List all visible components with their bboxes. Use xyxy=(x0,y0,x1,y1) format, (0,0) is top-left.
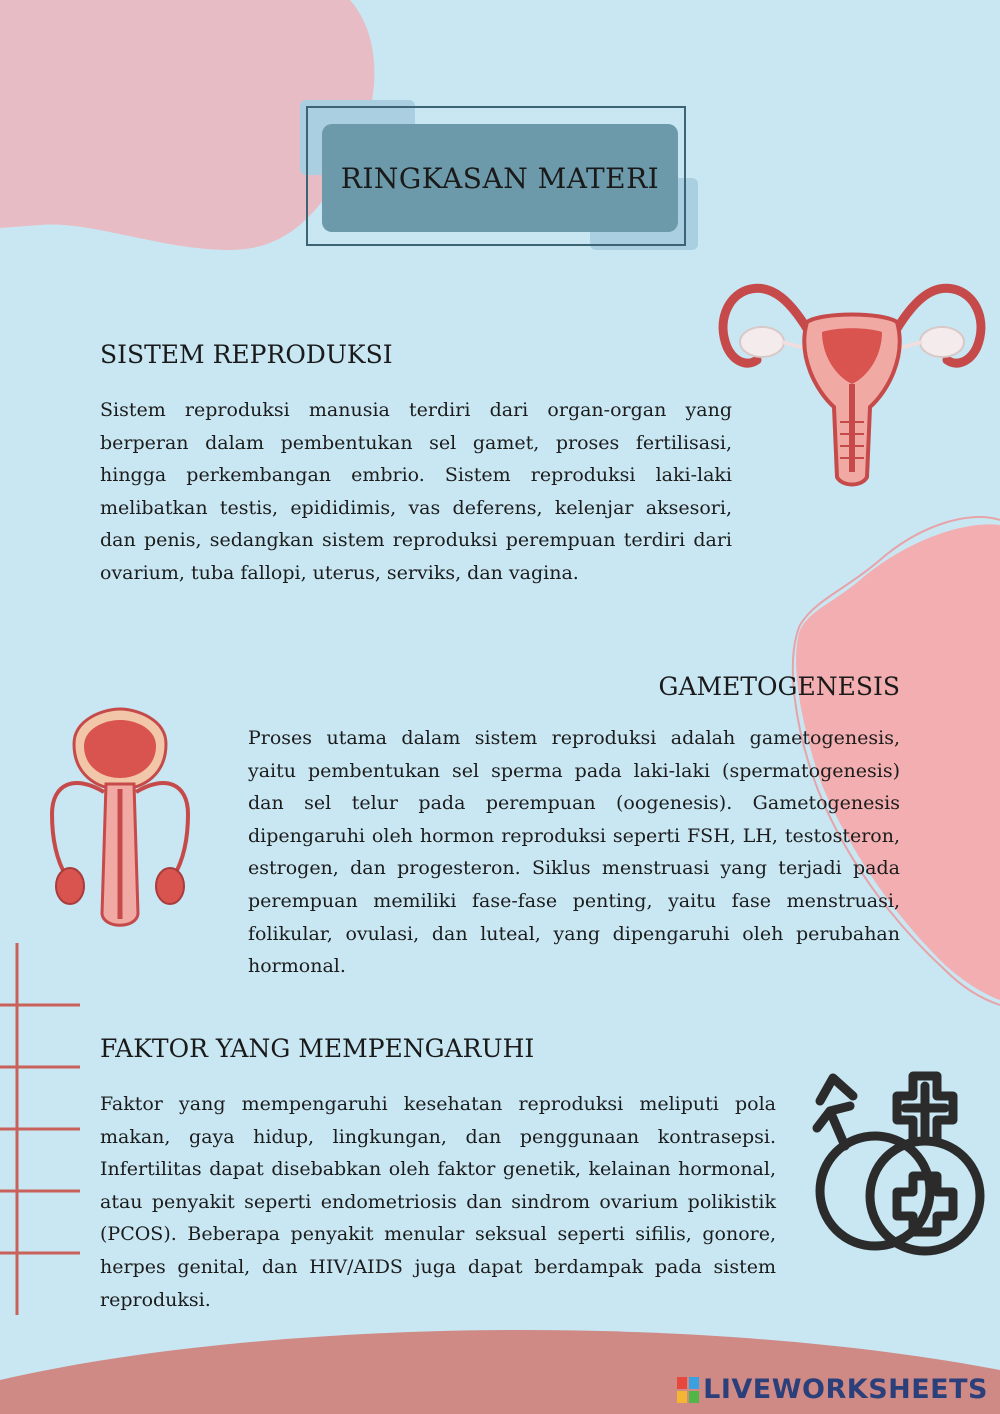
section-body-faktor: Faktor yang mempengaruhi kesehatan reproduksi meliputi pola makan, gaya hidup, lingkungan, dan penggunaan kontrasepsi. Infertilitas dapat disebabkan oleh faktor genetik, kelainan hormonal, atau penyakit seperti endometriosis dan sindrom ovarium polikistik (PCOS). Beberapa penyakit menular seksual seperti sifilis, gonore, herpes genital, dan HIV/AIDS juga dapat berdampak pada sistem reproduksi. xyxy=(100,1093,776,1311)
section-heading-faktor: FAKTOR YANG MEMPENGARUHI xyxy=(100,1034,535,1063)
male-reproductive-organ-icon xyxy=(44,704,196,934)
female-reproductive-organ-icon xyxy=(712,262,992,490)
title-box xyxy=(322,124,678,232)
ruler-lines-icon xyxy=(0,943,80,1315)
section-body-sistem-reproduksi: Sistem reproduksi manusia terdiri dari organ-organ yang berperan dalam pembentukan sel gamet, proses fertilisasi, hingga perkembangan embrio. Sistem reproduksi laki-laki melibatkan testis, epididimis, vas deferens, kelenjar aksesori, dan penis, sedangkan sistem reproduksi perempuan terdiri dari ovarium, tuba fallopi, uterus, serviks, dan vagina. xyxy=(100,399,732,584)
section-body-gametogenesis: Proses utama dalam sistem reproduksi adalah gametogenesis, yaitu pembentukan sel sperma pada laki-laki (spermatogenesis) dan sel telur pada perempuan (oogenesis). Gametogenesis dipengaruhi oleh hormon reproduksi seperti FSH, LH, testosteron, estrogen, dan progesteron. Siklus menstruasi yang terjadi pada perempuan memiliki fase-fase penting, yaitu fase menstruasi, folikular, ovulasi, dan luteal, yang dipengaruhi oleh perubahan hormonal. xyxy=(248,727,900,978)
watermark-text: LIVEWORKSHEETS xyxy=(703,1374,988,1405)
page-title: RINGKASAN MATERI xyxy=(340,161,660,195)
section-heading-sistem-reproduksi: SISTEM REPRODUKSI xyxy=(100,340,393,369)
gender-health-icon xyxy=(805,1066,995,1276)
liveworksheets-watermark xyxy=(677,1374,988,1405)
section-heading-gametogenesis: GAMETOGENESIS xyxy=(658,672,900,701)
title-block xyxy=(300,100,700,260)
liveworksheets-logo-icon xyxy=(677,1377,699,1403)
